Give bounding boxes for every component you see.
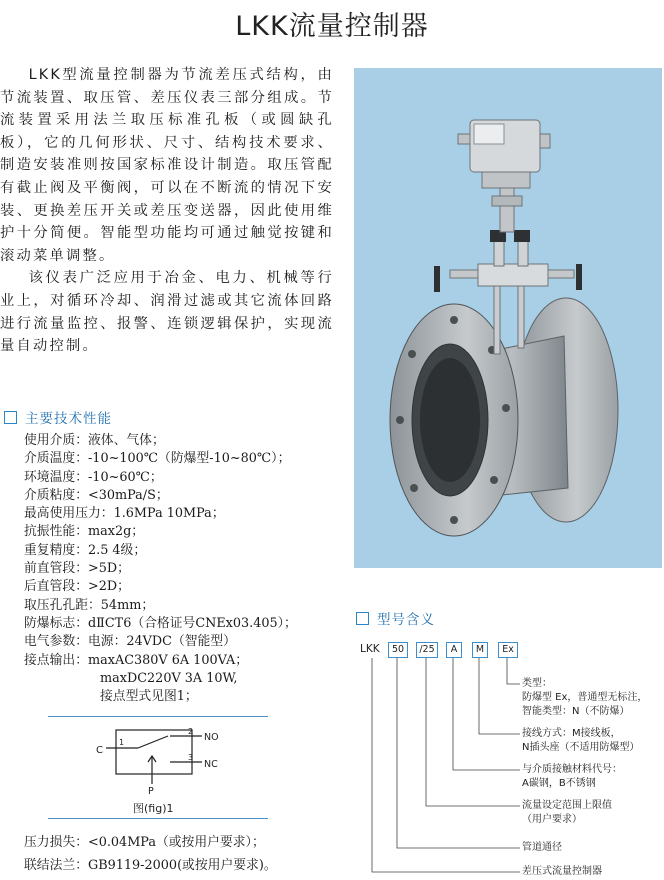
divider-top	[48, 716, 268, 717]
desc-wiring: 接线方式：M接线板， N插头座（不适用防爆型）	[522, 728, 640, 753]
code-box: Ex	[498, 642, 518, 658]
label-p: P	[148, 786, 154, 797]
square-bullet-icon	[356, 612, 369, 625]
label-no: NO	[204, 732, 219, 743]
product-photo	[354, 68, 662, 568]
spec-row: 重复精度：2.5 4级；	[24, 542, 147, 558]
label-3: 3	[188, 753, 194, 762]
figure-caption: 图(fig)1	[133, 802, 174, 815]
code-box: 50	[388, 642, 408, 658]
flow-controller-illustration	[354, 68, 662, 568]
spec-row: 接点输出：maxAC380V 6A 100VA；	[24, 652, 249, 668]
square-bullet-icon	[4, 411, 17, 424]
spec-row: 防爆标志：dⅡCT6（合格证号CNEx03.405）；	[24, 615, 297, 631]
spec-row: 抗振性能：max2g；	[24, 524, 145, 540]
contact-diagram	[90, 724, 240, 804]
extra-row: 压力损失：<0.04MPa（或按用户要求）；	[24, 835, 265, 850]
page-title: LKK流量控制器	[235, 11, 429, 42]
desc-product: 差压式流量控制器	[522, 866, 602, 877]
label-c: C	[96, 745, 103, 756]
spec-list	[24, 432, 354, 706]
spec-continuation: maxDC220V 3A 10W,	[100, 670, 238, 686]
label-1: 1	[119, 738, 125, 747]
spec-row: 介质粘度：<30mPa/S；	[24, 487, 169, 503]
spec-row: 取压孔孔距：54mm；	[24, 597, 155, 613]
label-2: 2	[188, 727, 194, 736]
code-box: /25	[416, 642, 438, 658]
spec-row: 环境温度：-10~60℃；	[24, 469, 163, 485]
desc-material: 与介质接触材料代号： A碳钢，B不锈钢	[522, 764, 622, 789]
label-nc: NC	[204, 759, 218, 770]
model-prefix: LKK	[360, 643, 380, 655]
specs-heading: 主要技术性能	[4, 407, 112, 427]
desc-range: 流量设定范围上限值 （用户要求）	[522, 800, 612, 825]
spec-row: 使用介质：液体、气体；	[24, 433, 165, 448]
switch-arm	[138, 736, 168, 748]
intro-paragraph-2: 该仪表广泛应用于冶金、电力、机械等行业上，对循环冷却、润滑过滤或其它流体回路进行流量监控、报警、连锁逻辑保护，实现流量自动控制。	[0, 270, 334, 355]
divider-bottom	[48, 818, 268, 819]
code-box: M	[472, 642, 488, 658]
spec-continuation: 接点型式见图1；	[100, 689, 198, 705]
spec-row: 后直管段：>2D；	[24, 579, 130, 595]
model-tree	[360, 628, 660, 880]
code-box: A	[446, 642, 462, 658]
intro-paragraph-1: LKK型流量控制器为节流差压式结构，由节流装置、取压管、差压仪表三部分组成。节流装置采用法兰取压标准孔板（或圆缺孔板），它的几何形状、尺寸、结构技术要求、制造安装准则按国家标准设计制造。取压管配有截止阀及平衡阀，可以在不断流的情况下安装、更换差压开关或差压变送器，因此使用维护十分简便。智能型功能均可通过触觉按键和滚动菜单调整。	[0, 67, 334, 264]
intro-text	[0, 64, 334, 358]
spec-row: 介质温度：-10~100℃（防爆型-10~80℃）；	[24, 451, 291, 467]
desc-type: 类型： 防爆型 Ex，普通型无标注， 智能类型：N（不防爆）	[522, 678, 648, 717]
spec-row: 前直管段：>5D；	[24, 561, 130, 577]
spec-row: 最高使用压力：1.6MPa 10MPa；	[24, 506, 225, 522]
spec-row: 电气参数：电源：24VDC（智能型）	[24, 634, 236, 650]
desc-diameter: 管道通径	[522, 842, 562, 853]
model-heading: 型号含义	[356, 608, 435, 628]
extra-row: 联结法兰：GB9119-2000(或按用户要求)。	[24, 858, 277, 873]
